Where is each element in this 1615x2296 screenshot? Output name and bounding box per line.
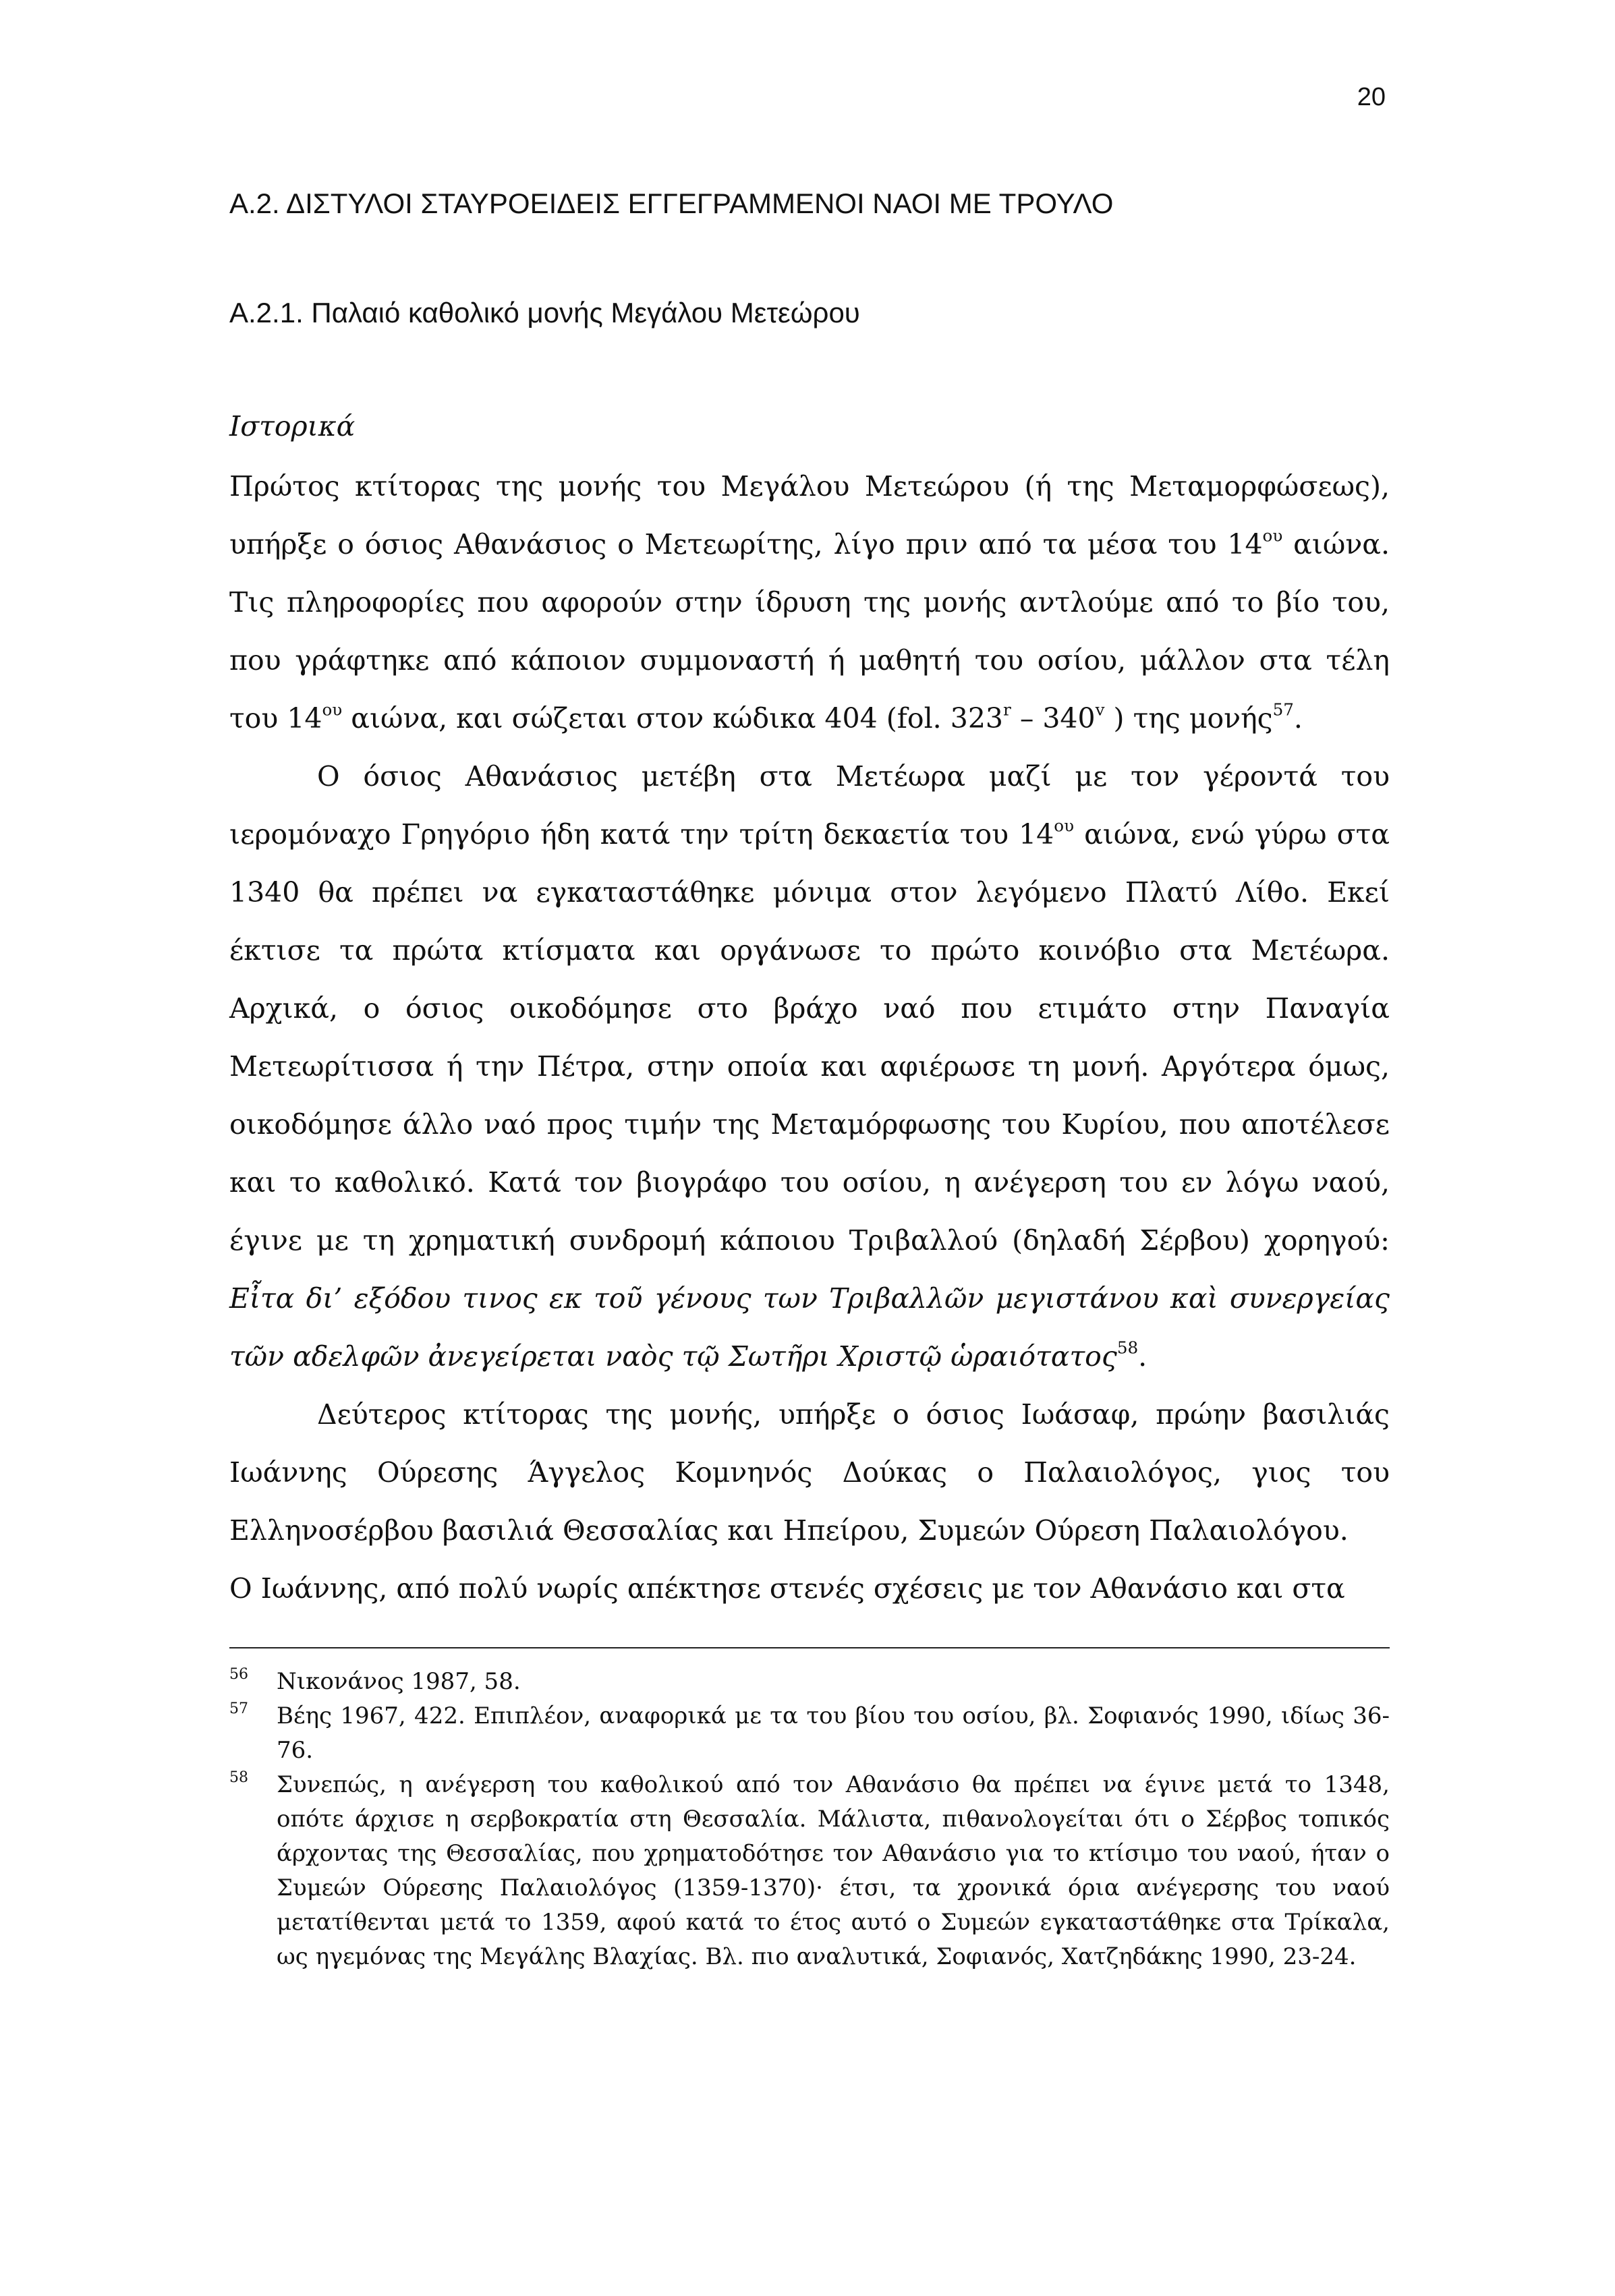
footnote-text: Συνεπώς, η ανέγερση του καθολικού από τον Αθανάσιο θα πρέπει να έγινε μετά το 1348, οπότε άρχισε η σερβοκρατία στη Θεσσαλία. Μάλιστα, πιθανολογείται ότι ο Σέρβος τοπικός άρχοντας της Θεσσαλίας, που χρηματοδότησε τον Αθανάσιο για το κτίσιμο του ναού, ήταν ο Συμεών Ούρεσης Παλαιολόγος (1359-1370)· έτσι, τα χρονικά όρια ανέγερσης του ναού μετατίθενται μετά το 1359, αφού κατά το έτος αυτό ο Συμεών εγκαταστάθηκε στα Τρίκαλα, ως ηγεμόνας της Μεγάλης Βλαχίας. Βλ. πιο αναλυτικά, Σοφιανός, Χατζηδάκης 1990, 23-24. xyxy=(277,1771,1390,1970)
superscript: r xyxy=(1003,699,1011,720)
footnote-number: 57 xyxy=(229,1700,248,1717)
page-body xyxy=(229,183,1390,1974)
footnote-number: 56 xyxy=(229,1666,248,1683)
paragraph-ioannis: Ο Ιωάννης, από πολύ νωρίς απέκτησε στενές σχέσεις με τον Αθανάσιο και στα xyxy=(229,1572,1345,1605)
paragraph-athanasios xyxy=(229,747,1390,1385)
paragraph-text: αιώνα, και σώζεται στον κώδικα 404 (fol. 323 xyxy=(342,702,1004,735)
subsection-label: Ιστορικά xyxy=(229,410,356,442)
footnote-56 xyxy=(229,1665,1390,1699)
section-heading: Α.2.1. Παλαιό καθολικό μονής Μεγάλου Μετεώρου xyxy=(229,297,860,328)
paragraph-founding xyxy=(229,457,1390,747)
paragraph-text: Πρώτος κτίτορας της μονής του Μεγάλου Μετεώρου (ή της Μεταμορφώσεως), υπήρξε ο όσιος Αθανάσιος ο Μετεωρίτης, λίγο πριν από τα μέσα του 14 xyxy=(229,470,1390,561)
superscript: v xyxy=(1095,699,1105,720)
paragraph-text: – 340 xyxy=(1011,702,1096,735)
superscript: ου xyxy=(322,699,343,720)
footnote-57 xyxy=(229,1699,1390,1768)
paragraph-text: Ο όσιος Αθανάσιος μετέβη στα Μετέωρα μαζί με τον γέροντά του ιερομόναχο Γρηγόριο ήδη κατά την τρίτη δεκαετία του 14 xyxy=(229,760,1390,851)
footnote-reference: 58 xyxy=(1116,1338,1139,1358)
footnote-separator xyxy=(229,1647,1390,1648)
superscript: ου xyxy=(1262,525,1283,546)
footnote-reference: 57 xyxy=(1272,699,1294,720)
page-number: 20 xyxy=(1357,83,1386,111)
chapter-heading: Α.2. ΔΙΣΤΥΛΟΙ ΣΤΑΥΡΟΕΙΔΕΙΣ ΕΓΓΕΓΡΑΜΜΕΝΟΙ ΝΑΟΙ ΜΕ ΤΡΟΥΛΟ xyxy=(229,188,1114,219)
footnote-58 xyxy=(229,1768,1390,1974)
paragraph-text: . xyxy=(1293,702,1303,735)
footnote-text: Βέης 1967, 422. Επιπλέον, αναφορικά με τα του βίου του οσίου, βλ. Σοφιανός 1990, ιδίως 36-76. xyxy=(277,1702,1390,1764)
paragraph-text: αιώνα. Τις πληροφορίες που αφορούν στην ίδρυση της μονής αντλούμε από το βίο του, που γράφτηκε από κάποιον συμμοναστή ή μαθητή του οσίου, μάλλον στα τέλη του 14 xyxy=(229,528,1390,735)
footnote-text: Νικονάνος 1987, 58. xyxy=(277,1668,521,1695)
paragraph-text: ) της μονής xyxy=(1104,702,1273,735)
paragraph-second-founder: Δεύτερος κτίτορας της μονής, υπήρξε ο όσιος Ιωάσαφ, πρώην βασιλιάς Ιωάννης Ούρεσης Άγγελος Κομνηνός Δούκας ο Παλαιολόγος, γιος του Ελληνοσέρβου βασιλιά Θεσσαλίας και Ηπείρου, Συμεών Ούρεση Παλαιολόγου. xyxy=(229,1398,1390,1547)
footnotes xyxy=(229,1665,1390,1974)
footnote-number: 58 xyxy=(229,1769,248,1786)
superscript: ου xyxy=(1054,815,1075,836)
paragraph-text: αιώνα, ενώ γύρω στα 1340 θα πρέπει να εγκαταστάθηκε μόνιμα στον λεγόμενο Πλατύ Λίθο. Εκεί έκτισε τα πρώτα κτίσματα και οργάνωσε το πρώτο κοινόβιο στα Μετέωρα. Αρχικά, ο όσιος οικοδόμησε στο βράχο ναό που ετιμάτο στην Παναγία Μετεωρίτισσα ή την Πέτρα, στην οποία και αφιέρωσε τη μονή. Αργότερα όμως, οικοδόμησε άλλο ναό προς τιμήν της Μεταμόρφωσης του Κυρίου, που αποτέλεσε και το καθολικό. Κατά τον βιογράφο του οσίου, η ανέγερση του εν λόγω ναού, έγινε με τη χρηματική συνδρομή κάποιου Τριβαλλού (δηλαδή Σέρβου) χορηγού: xyxy=(229,818,1390,1257)
paragraph-text: . xyxy=(1138,1340,1148,1373)
quotation: Εἶτα δι’ εξόδου τινος εκ τοῦ γένους των Τριβαλλῶν μεγιστάνου καὶ συνεργείας τῶν αδελφῶν ἀνεγείρεται ναὸς τῷ Σωτῆρι Χριστῷ ὡραιότατος xyxy=(229,1282,1390,1373)
